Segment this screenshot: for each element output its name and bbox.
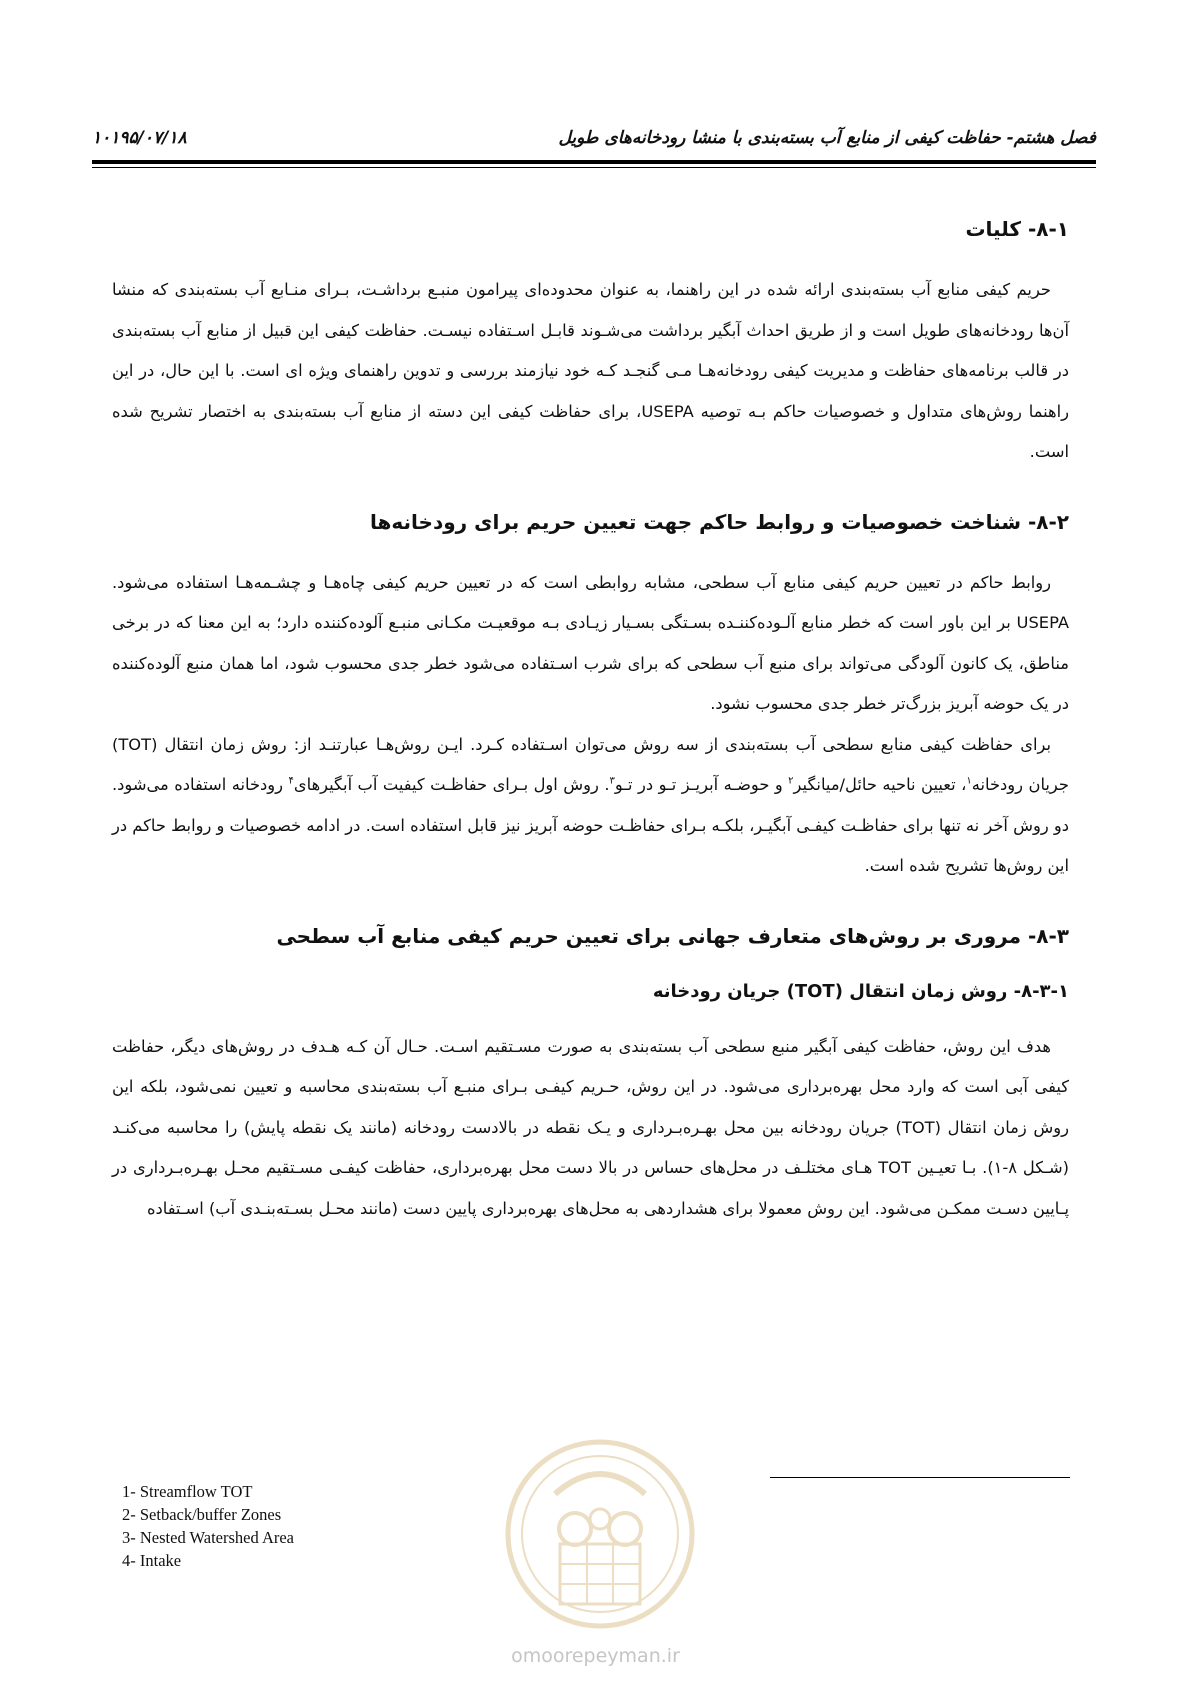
methods-text-c: و حوضـه آبریـز تـو در تـو (614, 775, 789, 794)
header-rule-thick (92, 160, 1096, 164)
paragraph-tot: هدف این روش، حفاظت کیفی آبگیر منبع سطحی آب بسته‌بندی به صورت مسـتقیم اسـت. حـال آن کـه هـدف در روش‌های دیگر، حفاظت کیفی آبی است که وارد محل بهره‌برداری می‌شود. در این روش، حـریم کیفـی بـرای منبـع آب بسته‌بندی محاسبه و تعیین نمی‌شود، بلکه این روش زمان انتقال (TOT) جریان رودخانه بین محل بهـره‌بـرداری و یـک نقطه در بالادست رودخانه (مانند یک نقطه پایش) را محاسبه می‌کنـد (شـکل ۸-۱). بـا تعیـین TOT هـای مختلـف در محل‌های حساس در بالا دست محل بهره‌برداری، حفاظت کیفـی مسـتقیم محـل بهـره‌بـرداری در پـایین دسـت ممکـن می‌شود. این روش معمولا برای هشداردهی به محل‌های بهره‌برداری پایین دست (مانند محـل بسـته‌بنـدی آب) اسـتفاده (112, 1036, 1069, 1218)
footnote-ref-2: ۲ (788, 775, 794, 787)
footnote-ref-1: ۱ (966, 775, 972, 787)
methods-text-d: . روش اول بـرای حفاظـت کیفیت آب آبگیرهای (293, 775, 610, 794)
chapter-title: فصل هشتم- حفاظت کیفی از منابع آب بسته‌بندی با منشا رودخانه‌های طویل (558, 128, 1096, 148)
watermark-url: omoorepeyman.ir (511, 1645, 680, 1667)
body-content (112, 214, 1069, 1229)
methods-text-b: ، تعیین ناحیه حائل/میانگیر (793, 775, 967, 794)
methods-text-e: رودخانه استفاده می‌شود. دو روش آخر نه تنها برای حفاظـت کیفـی آبگیـر، بلکـه بـرای حفاظـت حوضه آبریز نیز قابل استفاده است. در ادامه خصوصیات و روابط حاکم در این روش‌ها تشریح شده است. (112, 775, 1069, 875)
footnotes (122, 1480, 294, 1572)
document-code: ۱۰۱۹۵/۰۷/۱۸ (92, 128, 187, 148)
footnote-ref-4: ۴ (288, 775, 294, 787)
subsection-heading-tot: ۸-۳-۱- روش زمان انتقال (TOT) جریان رودخانه (652, 980, 1069, 1002)
paragraph-methods (112, 725, 1069, 887)
section-heading-review: ۸-۳- مروری بر روش‌های متعارف جهانی برای تعیین حریم کیفی منابع آب سطحی (276, 923, 1069, 948)
footnote-ref-3: ۳ (609, 775, 615, 787)
footnote-3: 3- Nested Watershed Area (122, 1528, 295, 1547)
header-rule-thin (92, 167, 1096, 168)
watermark-seal-icon (500, 1434, 700, 1634)
section-heading-characteristics: ۸-۲- شناخت خصوصیات و روابط حاکم جهت تعیین حریم برای رودخانه‌ها (370, 509, 1069, 534)
paragraph-general: حریم کیفی منابع آب بسته‌بندی ارائه شده در این راهنما، به عنوان محدوده‌ای پیرامون منبـع برداشـت، بـرای منـابع آب بسته‌بندی که منشا آن‌ها رودخانه‌های طویل است و از طریق احداث آبگیر برداشت می‌شـوند قابـل اسـتفاده نیسـت. حفاظت کیفی این قبیل از منابع آب بسته‌بندی در قالب برنامه‌های حفاظت و مدیریت کیفی رودخانه‌هـا مـی گنجـد کـه خود نیازمند بررسی و تدوین راهنمای ویژه ای است. با این حال، در این راهنما روش‌های متداول و خصوصیات حاکم بـه توصیه USEPA، برای حفاظت کیفی این دسته از منابع آب بسته‌بندی به اختصار تشریح شده است. (112, 280, 1070, 461)
footnote-separator (770, 1477, 1070, 1478)
paragraph-relations: روابط حاکم در تعیین حریم کیفی منابع آب سطحی، مشابه روابطی است که در تعیین حریم کیفی چاه‌هـا و چشـمه‌هـا استفاده می‌شود. USEPA بر این باور است که خطر منابع آلـوده‌کننـده بسـتگی بسـیار زیـادی بـه موقعیـت مکـانی منبـع آلوده‌کننده دارد؛ به این معنا که در برخی مناطق، یک کانون آلودگی می‌تواند برای منبع آب سطحی که برای شرب اسـتفاده می‌شود خطر جدی محسوب شود، اما همان منبع آلوده‌کننده در یک حوضه آبریز بزرگ‌تر خطر جدی محسوب نشود. (112, 572, 1069, 713)
footnote-4: 4- Intake (122, 1551, 182, 1570)
section-heading-general: ۸-۱- کلیات (965, 217, 1069, 241)
methods-text-a: برای حفاظت کیفی منابع سطحی آب بسته‌بندی از سه روش می‌توان اسـتفاده کـرد. ایـن روش‌هـا عبارتنـد از: روش زمان انتقال (TOT) جریان رودخانه (112, 734, 1069, 794)
footnote-1: 1- Streamflow TOT (122, 1482, 253, 1501)
footnote-2: 2- Setback/buffer Zones (122, 1505, 282, 1524)
